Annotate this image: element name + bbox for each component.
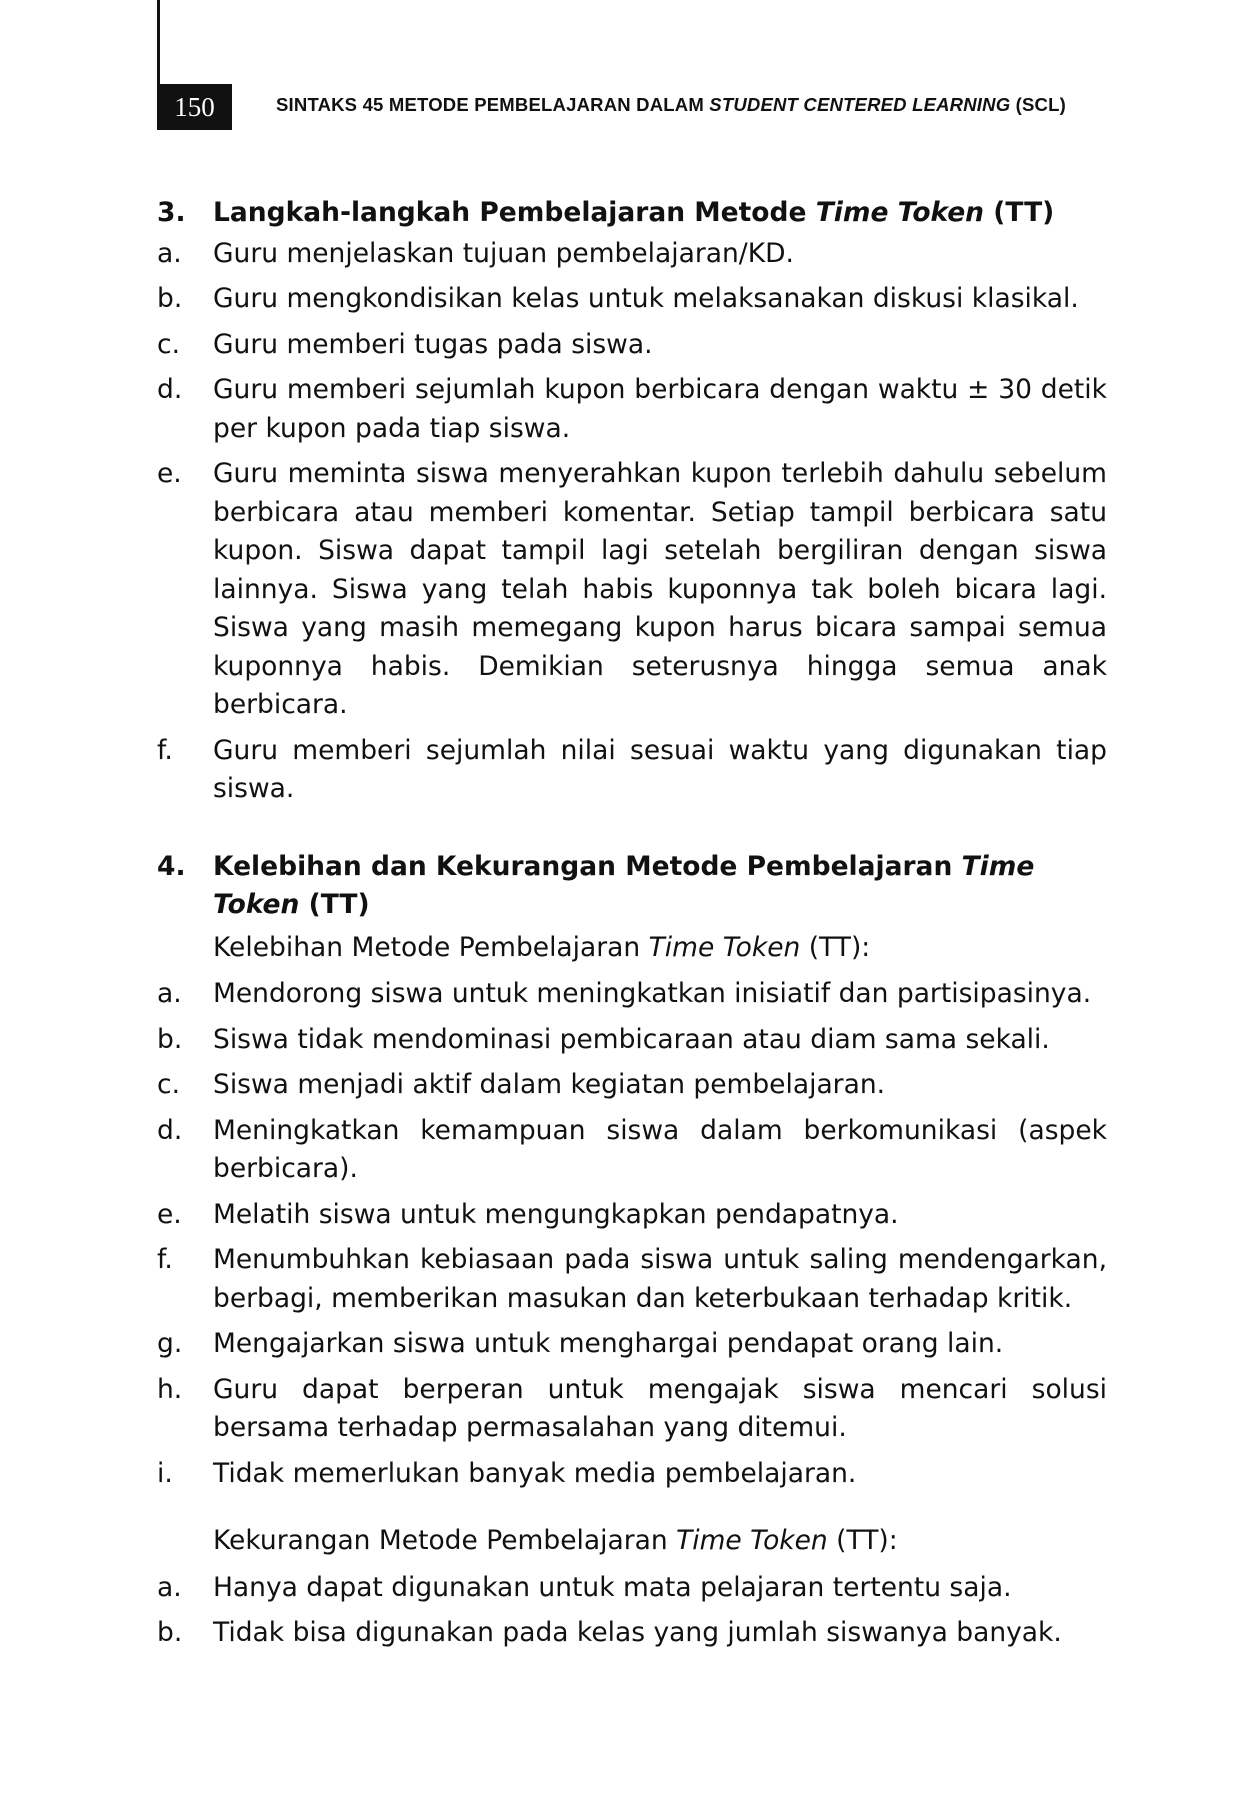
section-title xyxy=(213,848,1107,925)
disadvantage-item xyxy=(157,1614,1107,1653)
list-text: Guru meminta siswa menyerahkan kupon terlebih dahulu sebelum berbicara atau memberi komentar. Setiap tampil berbicara satu kupon. Siswa dapat tampil lagi setelah bergiliran dengan siswa lainnya. Siswa yang telah habis kuponnya tak boleh bicara lagi. Siswa yang masih memegang kupon harus bicara sampai semua kuponnya habis. Demikian seterusnya hingga semua anak berbicara. xyxy=(213,458,1107,720)
list-item xyxy=(157,280,1107,319)
list-text: Melatih siswa untuk mengungkapkan pendapatnya. xyxy=(213,1198,899,1230)
list-label: e. xyxy=(157,1198,182,1230)
list-label: b. xyxy=(157,1617,183,1648)
section-3-heading xyxy=(157,194,1107,233)
running-header-pre: SINTAKS 45 METODE PEMBELAJARAN DALAM xyxy=(276,94,710,115)
list-label: d. xyxy=(157,374,183,405)
list-item xyxy=(157,732,1107,809)
intro-text: Kekurangan Metode Pembelajaran xyxy=(213,1525,677,1556)
section-number: 3. xyxy=(157,197,186,228)
title-italic: Time Token xyxy=(815,197,985,228)
list-label: a. xyxy=(157,237,182,269)
page-body xyxy=(157,194,1107,1660)
list-text: Menumbuhkan kebiasaan pada siswa untuk saling mendengarkan, berbagi, memberikan masukan dan keterbukaan terhadap kritik. xyxy=(213,1244,1107,1314)
list-label: a. xyxy=(157,978,182,1009)
section-title xyxy=(213,194,1107,233)
list-text: Mengajarkan siswa untuk menghargai pendapat orang lain. xyxy=(213,1328,1004,1359)
title-suffix: (TT) xyxy=(299,889,370,920)
advantage-item xyxy=(157,1371,1107,1448)
list-text: Tidak bisa digunakan pada kelas yang jumlah siswanya banyak. xyxy=(213,1617,1062,1648)
list-label: e. xyxy=(157,458,182,489)
list-text: Guru memberi tugas pada siswa. xyxy=(213,328,653,360)
running-header xyxy=(276,94,1066,116)
title-text: Langkah-langkah Pembelajaran Metode xyxy=(213,197,816,228)
list-text: Tidak memerlukan banyak media pembelajaran. xyxy=(213,1457,857,1489)
list-text: Siswa tidak mendominasi pembicaraan atau diam sama sekali. xyxy=(213,1023,1050,1055)
disadvantages-intro xyxy=(157,1522,1107,1561)
list-label: b. xyxy=(157,1023,183,1055)
section-4-heading xyxy=(157,848,1107,925)
list-label: d. xyxy=(157,1114,183,1146)
title-italic: Time Token xyxy=(213,850,1035,920)
list-label: c. xyxy=(157,328,180,360)
list-label: i. xyxy=(157,1457,173,1489)
list-label: b. xyxy=(157,283,183,314)
intro-italic: Time Token xyxy=(676,1525,828,1556)
list-text: Siswa menjadi aktif dalam kegiatan pembelajaran. xyxy=(213,1069,886,1100)
advantage-item xyxy=(157,1241,1107,1318)
advantage-item xyxy=(157,1196,1107,1235)
title-text: Kelebihan dan Kekurangan Metode Pembelajaran xyxy=(213,850,962,882)
section-number: 4. xyxy=(157,850,186,882)
title-suffix: (TT) xyxy=(984,197,1055,228)
header-rule xyxy=(157,0,160,84)
list-text: Guru mengkondisikan kelas untuk melaksanakan diskusi klasikal. xyxy=(213,283,1079,314)
advantage-item xyxy=(157,1325,1107,1364)
intro-suffix: (TT): xyxy=(800,931,871,963)
list-label: a. xyxy=(157,1571,182,1603)
intro-suffix: (TT): xyxy=(827,1525,898,1556)
advantage-item xyxy=(157,1455,1107,1494)
list-label: f. xyxy=(157,1244,173,1275)
list-text: Guru memberi sejumlah nilai sesuai waktu yang digunakan tiap siswa. xyxy=(213,734,1107,804)
list-item xyxy=(157,455,1107,725)
advantages-intro xyxy=(157,929,1107,968)
intro-text: Kelebihan Metode Pembelajaran xyxy=(213,931,649,963)
list-text: Guru dapat berperan untuk mengajak siswa mencari solusi bersama terhadap permasalahan yang ditemui. xyxy=(213,1373,1107,1443)
intro-italic: Time Token xyxy=(648,931,801,963)
list-item xyxy=(157,371,1107,448)
list-label: g. xyxy=(157,1328,183,1359)
advantage-item xyxy=(157,1021,1107,1060)
list-item xyxy=(157,326,1107,365)
list-text: Mendorong siswa untuk meningkatkan inisiatif dan partisipasinya. xyxy=(213,978,1092,1009)
list-label: h. xyxy=(157,1373,183,1405)
list-text: Guru memberi sejumlah kupon berbicara dengan waktu ± 30 detik per kupon pada tiap siswa. xyxy=(213,374,1107,444)
advantage-item xyxy=(157,975,1107,1014)
list-label: c. xyxy=(157,1069,180,1100)
list-text: Hanya dapat digunakan untuk mata pelajaran tertentu saja. xyxy=(213,1571,1012,1603)
page-number: 150 xyxy=(157,84,232,130)
disadvantage-item xyxy=(157,1569,1107,1608)
running-header-post: (SCL) xyxy=(1010,94,1066,115)
advantage-item xyxy=(157,1066,1107,1105)
list-text: Guru menjelaskan tujuan pembelajaran/KD. xyxy=(213,237,794,269)
list-label: f. xyxy=(157,734,173,766)
advantage-item xyxy=(157,1112,1107,1189)
list-text: Meningkatkan kemampuan siswa dalam berkomunikasi (aspek berbicara). xyxy=(213,1114,1107,1184)
list-item xyxy=(157,235,1107,274)
running-header-italic: STUDENT CENTERED LEARNING xyxy=(709,94,1011,115)
